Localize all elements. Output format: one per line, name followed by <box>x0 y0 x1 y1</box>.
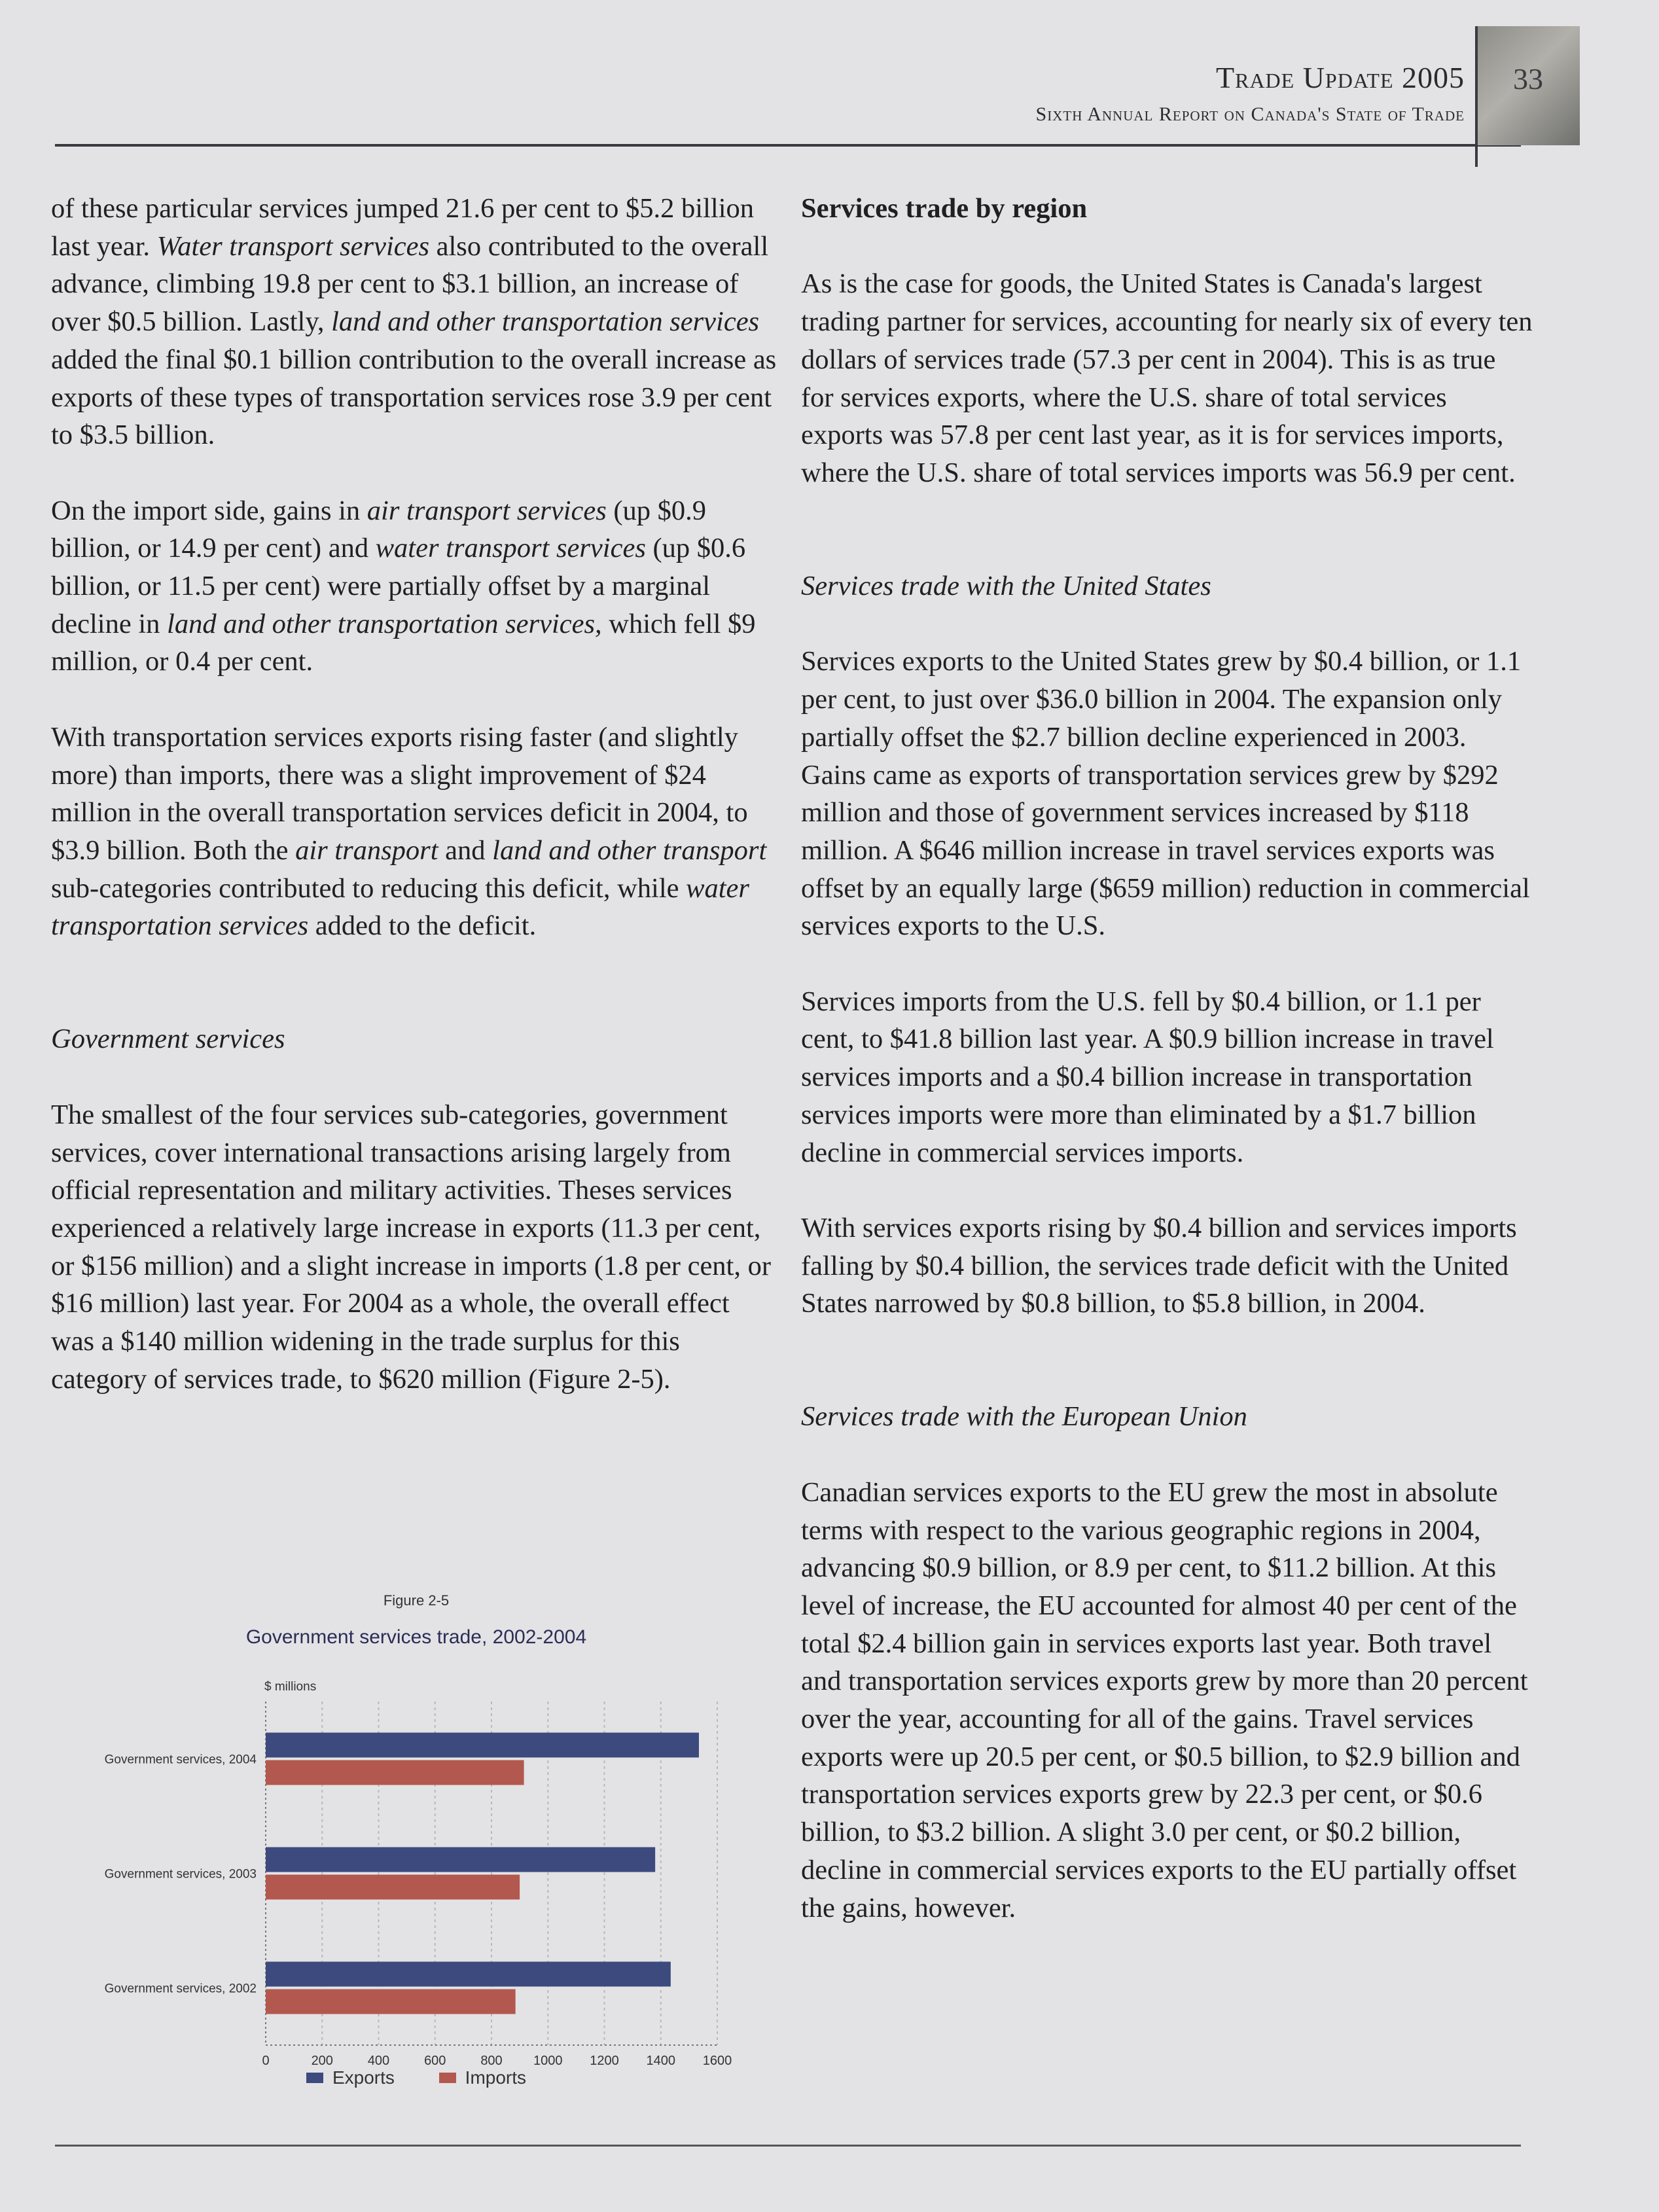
spacer <box>801 1323 1534 1398</box>
spacer <box>801 1171 1534 1209</box>
spacer <box>51 945 777 1020</box>
text-run: also contributed to the overall advance, climbing 19.8 per cent to $3.1 billion, an increase of over $0.5 billion. Lastly, <box>51 230 769 338</box>
text-run-italic: water transportation services <box>51 872 749 942</box>
legend-swatch-exports <box>306 2073 323 2083</box>
text-run-italic: land and other transportation services <box>331 306 760 338</box>
page-number: 33 <box>1513 62 1543 96</box>
chart-legend <box>63 2066 770 2088</box>
x-tick-label: 1200 <box>590 2054 619 2068</box>
figure-label: Figure 2-5 <box>383 1592 450 1609</box>
spacer <box>51 1058 777 1096</box>
section-heading: Services trade with the United States <box>801 571 1211 601</box>
text-run-italic: air transport <box>295 834 438 866</box>
paragraph-us-exports: Services exports to the United States grew by $0.4 billion, or 1.1 per cent, to just over $36.0 billion in 2004. The expansion only partially offset the $2.7 billion decline experienced in 2003. Gains came as exports of transportation services grew by $292 million and those of government services increased by $118 million. A $646 million increase in travel services exports was offset by an equally large ($659 million) reduction in commercial services exports to the U.S. <box>801 646 1530 942</box>
heading-united-states <box>801 567 1534 605</box>
text-run: With transportation services exports rising faster (and slightly more) than imports, there was a slight improvement of $24 million in the overall transportation services deficit in 2004, to $3.9 billion. Both the <box>51 721 748 866</box>
spacer <box>801 945 1534 983</box>
text-run-italic: Water transport services <box>156 230 430 262</box>
x-tick-label: 800 <box>480 2054 503 2068</box>
category-label: Government services, 2002 <box>104 1982 257 1996</box>
spacer <box>51 454 777 492</box>
heading-government-services <box>51 1020 777 1058</box>
text-run: added the final $0.1 billion contribution to the overall increase as exports of these types of transportation services rose 3.9 per cent to $3.5 billion. <box>51 344 777 451</box>
text-run: and <box>438 834 493 866</box>
text-run: added to the deficit. <box>308 910 537 942</box>
text-run-italic: air transport services <box>366 495 607 526</box>
text-run-italic: water transport services <box>375 533 646 564</box>
figure-2-5 <box>63 1587 770 2111</box>
category-label: Government services, 2004 <box>104 1753 257 1767</box>
chart-unit-label: $ millions <box>264 1680 317 1694</box>
spacer <box>801 1436 1534 1474</box>
right-column <box>801 190 1534 1927</box>
bar-exports <box>266 1847 655 1872</box>
publication-subtitle: Sixth Annual Report on Canada's State of Trade <box>1035 103 1465 125</box>
x-tick-label: 1600 <box>702 2054 732 2068</box>
bar-exports <box>266 1962 671 1987</box>
paragraph-us-imports: Services imports from the U.S. fell by $0.4 billion, or 1.1 per cent, to $41.8 billion last year. A $0.9 billion increase in travel services imports and a $0.4 billion increase in transportation services imports were more than eliminated by a $1.7 billion decline in commercial services imports. <box>801 986 1494 1168</box>
text-run: sub-categories contributed to reducing this deficit, while <box>51 872 687 904</box>
publication-title: Trade Update 2005 <box>1216 61 1465 94</box>
text-run: (up $0.9 billion, or 14.9 per cent) and <box>51 495 707 564</box>
text-run: On the import side, gains in <box>51 495 367 526</box>
category-label: Government services, 2003 <box>104 1867 257 1882</box>
heading-services-by-region: Services trade by region <box>801 193 1088 224</box>
bar-imports <box>266 1760 524 1785</box>
x-tick-label: 400 <box>367 2054 390 2068</box>
spacer <box>51 681 777 719</box>
header-vertical-divider <box>1475 26 1478 167</box>
paragraph-transport-exports <box>51 190 777 454</box>
legend-label: Exports <box>332 2067 395 2088</box>
section-heading: Services trade with the European Union <box>801 1401 1247 1433</box>
section-heading: Government services <box>51 1024 285 1055</box>
header-divider <box>55 144 1521 147</box>
text-run: of these particular services jumped 21.6 per cent to $5.2 billion last year. <box>51 193 754 262</box>
x-tick-label: 0 <box>262 2054 270 2068</box>
spacer <box>801 492 1534 567</box>
legend-item-imports <box>439 2067 526 2089</box>
bar-imports <box>266 1875 520 1900</box>
text-run-italic: land and other transportation services, <box>167 608 602 639</box>
x-tick-label: 1000 <box>533 2054 563 2068</box>
x-tick-label: 1400 <box>646 2054 675 2068</box>
chart-title: Government services trade, 2002-2004 <box>245 1626 587 1648</box>
spacer <box>801 228 1534 266</box>
page-header <box>55 26 1521 148</box>
paragraph-region-overview: As is the case for goods, the United States is Canada's largest trading partner for services, accounting for nearly six of every ten dollars of services trade (57.3 per cent in 2004). This is as true for services exports, where the U.S. share of total services exports was 57.8 per cent last year, as it is for services imports, where the U.S. share of total services imports was 56.9 per cent. <box>801 268 1533 488</box>
x-tick-label: 200 <box>311 2054 333 2068</box>
bar-imports <box>266 1989 516 2014</box>
paragraph-government-services: The smallest of the four services sub-categories, government services, cover international transactions arising largely from official representation and military activities. Theses services experienced a relatively large increase in exports (11.3 per cent, or $156 million) and a slight increase in imports (1.8 per cent, or $16 million) last year. For 2004 as a whole, the overall effect was a $140 million widening in the trade surplus for this category of services trade, to $620 million (Figure 2-5). <box>51 1099 772 1395</box>
text-run-italic: land and other transport <box>492 834 767 866</box>
bar-exports <box>266 1733 699 1758</box>
text-run: (up $0.6 billion, or 11.5 per cent) were partially offset by a marginal decline in <box>51 533 746 639</box>
paragraph-transport-deficit <box>51 719 777 945</box>
legend-item-exports <box>306 2067 395 2089</box>
government-services-bar-chart <box>63 1587 770 2111</box>
spacer <box>801 605 1534 643</box>
x-tick-label: 600 <box>424 2054 446 2068</box>
text-run: which fell $9 million, or 0.4 per cent. <box>51 608 756 677</box>
legend-swatch-imports <box>439 2073 456 2083</box>
left-column <box>51 190 777 1398</box>
footer-divider <box>55 2145 1521 2147</box>
page-number-tab <box>1476 26 1580 145</box>
heading-european-union <box>801 1398 1534 1436</box>
paragraph-eu-exports: Canadian services exports to the EU grew the most in absolute terms with respect to the various geographic regions in 2004, advancing $0.9 billion, or 8.9 per cent, to $11.2 billion. At this level of increase, the EU accounted for almost 40 per cent of the total $2.4 billion gain in services exports last year. Both travel and transportation services exports grew by more than 20 percent over the year, accounting for all of the gains. Travel services exports were up 20.5 per cent, or $0.5 billion, to $2.9 billion and transportation services exports grew by 22.3 per cent, or $0.6 billion, to $3.2 billion. A slight 3.0 per cent, or $0.2 billion, decline in commercial services exports to the EU partially offset the gains, however. <box>801 1476 1528 1923</box>
legend-label: Imports <box>465 2067 527 2088</box>
paragraph-transport-imports <box>51 492 777 681</box>
paragraph-us-deficit: With services exports rising by $0.4 billion and services imports falling by $0.4 billion, the services trade deficit with the United States narrowed by $0.8 billion, to $5.8 billion, in 2004. <box>801 1212 1517 1319</box>
